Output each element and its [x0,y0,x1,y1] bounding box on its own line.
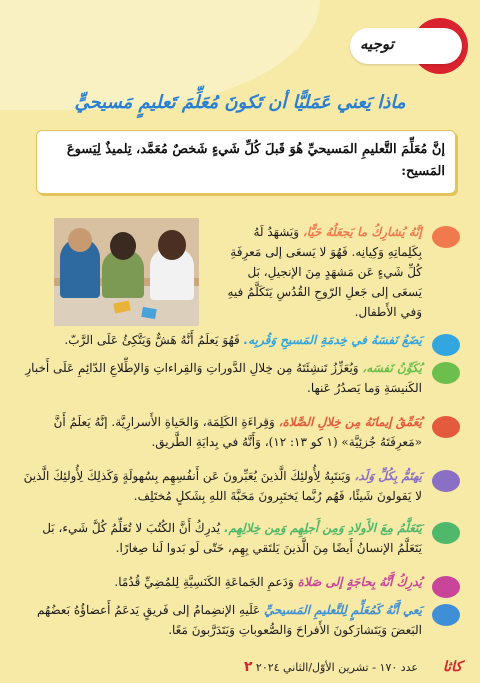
bullet-blob [432,522,460,544]
section-1 [222,222,422,322]
section-5 [22,466,422,506]
section-highlight: يَهتَمُّ بِكُلِّ وَلَد، [354,469,422,483]
section-highlight: يُدرِكُ أَنَّهُ بِحاجَةٍ إلى صَلاة [297,575,422,589]
page-number: ٢ [244,659,253,675]
bullet-blob [432,576,460,598]
bullet-blob [432,604,460,626]
section-4 [22,412,422,452]
intro-box [36,130,456,194]
section-highlight: يَتَعَلَّمُ مِعَ الأَولادِ وَمِن أَجلِهِم وَمِن خِلالِهِم. [223,521,422,535]
section-body: فَهُوَ يَعلَمُ أَنَّهُ هَشٌّ وَيَتَّكِئُ عَلَى الرَّبّ. [64,333,240,347]
magazine-logo: كاثا [442,659,462,675]
section-label-badge [350,28,462,64]
bullet-blob [432,226,460,248]
teachers-photo [54,218,199,326]
bullet-blob [432,334,460,356]
page-title: ماذا يَعني عَمَليًّا أن تَكونَ مُعَلِّمَ تَعليمٍ مَسيحيٍّ [74,92,406,113]
section-highlight: يَضَعُ نَفسَهُ في خِدمَةِ المَسيحِ وَقُربِه. [243,333,422,347]
section-body: وَيَنتَبِهُ لِأُولئِكَ الَّذينَ يُعَبِّرونَ عَن أَنفُسِهِم بِسُهولَةٍ وَكَذلِكَ لِأُولئِكَ الَّذينَ لا يَقولونَ شَيئًا، فَهُم رُبَّما يَختَبِرونَ مَحَبَّةَ اللهِ بِشَكلٍ مُختَلِف. [23,469,422,503]
section-body: يُدرِكُ أَنَّ الكُتُبَ لا تُعَلِّمُ كُلَّ شَيء، بَل يَتَعَلَّمُ الإنسانُ أَيضًا مِنَ الَّذينَ يَلتَقي بِهِم، حَتّى لَو بَدوا لَنا صِغارًا. [42,521,422,555]
bullet-blob [432,470,460,492]
intro-text: إنَّ مُعَلِّمَ التَّعليمِ المَسيحيِّ هُوَ قَبلَ كُلِّ شَيءٍ شَخصٌ مُعَمَّد، تِلميذٌ لِيَسوعَ المَسيح: [66,142,445,179]
section-body: وَيَشهَدُ لَهُ بِكَلِماتِهِ وَكِيانِه. فَهُوَ لا يَسعَى إلى مَعرِفَةِ كُلِّ شَيءٍ عَن مَشهَدٍ مِنَ الإنجيلِ، بَل يَسعَى إلى جَعلِ الرّوحِ القُدُسِ يَتَكَلَّمُ فيهِ وَفي الأَطفال. [227,225,422,319]
bullet-blob [432,416,460,438]
issue-info: عدد ١٧٠ - تشرين الأوّل/الثاني ٢٠٢٤ [255,661,418,674]
section-7 [22,572,422,592]
section-highlight: يَعي أَنَّهُ كَمُعَلِّمٍ لِلتَّعليمِ المَسيحيِّ [264,603,422,617]
section-body: وَدَعمِ الجَماعَةِ الكَنَسِيَّةِ لِلمُضِيِّ قُدُمًا. [114,575,294,589]
section-6 [22,518,422,558]
section-8 [22,600,422,640]
footer [0,653,480,683]
section-body: وَيُعَزِّزُ تَنشِئَتَهُ مِن خِلالِ الدَّوراتِ وَالقِراءاتِ وَالإطِّلاعِ الدّائِمِ عَلَى أَخبارِ الكَنيسَةِ وَما يَصدُرُ عَنها. [25,361,422,395]
bullet-blob [432,362,460,384]
section-highlight: إنَّهُ يُشارِكُ ما يَجعَلُهُ حَيًّا، [302,225,422,239]
section-highlight: يُكَوِّنُ نَفسَه، [362,361,422,375]
section-label: توجيه [360,35,394,53]
section-2 [22,330,422,350]
section-body: وَقِراءَةِ الكَلِمَة، وَالحَياةِ الأَسرارِيَّة. إنَّهُ يَعلَمُ أَنَّ «مَعرِفَتَهُ جُزئِيَّة» (١ كو ١٣: ١٢)، وَأَنَّهُ في بِدايَةِ الطَّريق. [53,415,422,449]
section-highlight: يُعَمِّقُ إيمانَهُ مِن خِلالِ الصَّلاة، [278,415,422,429]
section-body: عَلَيهِ الإنضِمامُ إلى فَريقٍ يَدعَمُ أَعضاؤُهُ بَعضُهُم البَعضَ وَيَتَشارَكونَ الأَفراحَ وَالصُّعوباتِ وَيَتَدَرَّبونَ مَعًا. [37,603,422,637]
section-3 [22,358,422,398]
